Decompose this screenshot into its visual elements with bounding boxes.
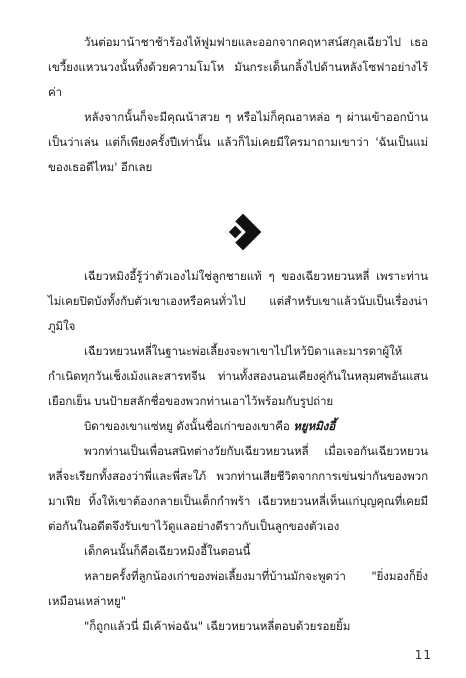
paragraph: หลังจากนั้นก็จะมีคุณน้าสวย ๆ หรือไม่ก็คุณอาหล่อ ๆ ผ่านเข้าออกบ้านเป็นว่าเล่น แต่ก็เพียงครั้งปีเท่านั้น แล้วก็ไม่เคยมีใครมาถามเขาว่า 'ฉันเป็นแม่ของเธอดีไหม' อีกเลย bbox=[48, 110, 428, 174]
diamond-ornament-icon bbox=[223, 212, 263, 252]
paragraph bbox=[48, 414, 428, 439]
paragraph: "ก็ถูกแล้วนี่ มีเค้าพ่อฉัน" เฉียวหยวนหลี่ตอบด้วยรอยยิ้ม bbox=[84, 619, 351, 633]
paragraph-text: บิดาของเขาแซ่หยู ดังนั้นชื่อเก่าของเขาคือ bbox=[84, 419, 294, 433]
paragraph: พวกท่านเป็นเพื่อนสนิทต่างวัยกับเฉียวหยวนหลี่ เมื่อเจอกันเฉียวหยวนหลี่จะเรียกทั้งสองว่าพี่และพี่สะใภ้ พวกท่านเสียชีวิตจากการเข่นฆ่ากันของพวกมาเฟีย ทิ้งให้เขาต้องกลายเป็นเด็กกำพร้า เฉียวหยวนหลี่เห็นแก่บุญคุณที่เคยมีต่อกันในอดีตจึงรับเขาไว้ดูแลอย่างดีราวกับเป็นลูกของตัวเอง bbox=[48, 444, 428, 533]
paragraph: เฉียวหยวนหลี่ในฐานะพ่อเลี้ยงจะพาเขาไปไหว้บิดาและมารดาผู้ให้กำเนิดทุกวันเช็งเม้งและสารทจีน ท่านทั้งสองนอนเคียงคู่กันในหลุมศพอันแสนเยือกเย็น บนป้ายสลักชื่อของพวกท่านเอาไว้พร้อมกับรูปถ่าย bbox=[48, 344, 428, 408]
text-section-main bbox=[48, 264, 428, 639]
paragraph: เด็กคนนั้นก็คือเฉียวหมิงอี้ในตอนนี้ bbox=[84, 544, 251, 558]
page-number: 11 bbox=[414, 648, 432, 662]
paragraph: หลายครั้งที่ลูกน้องเก่าของพ่อเลี้ยงมาที่บ้านมักจะพูดว่า "ยิ่งมองก็ยิ่งเหมือนเหล่าหยู" bbox=[48, 569, 428, 608]
text-section-top bbox=[48, 30, 428, 180]
paragraph: เฉียวหมิงอี้รู้ว่าตัวเองไม่ใช่ลูกชายแท้ ๆ ของเฉียวหยวนหลี่ เพราะท่านไม่เคยปิดบังทั้งกับตัวเขาเองหรือคนทั่วไป แต่สำหรับเขาแล้วนับเป็นเรื่องน่าภูมิใจ bbox=[48, 269, 428, 333]
emphasized-name: หยูหมิงอี้ bbox=[293, 419, 336, 433]
section-break-ornament-icon bbox=[223, 212, 263, 252]
paragraph: วันต่อมาน้าชาช้าร้องไห้ฟูมฟายและออกจากคฤหาสน์สกุลเฉียวไป เธอเขวี้ยงแหวนวงนั้นทิ้งด้วยความโมโห มันกระเด็นกลิ้งไปด้านหลังโซฟาอย่างไร้ค่า bbox=[48, 35, 428, 99]
